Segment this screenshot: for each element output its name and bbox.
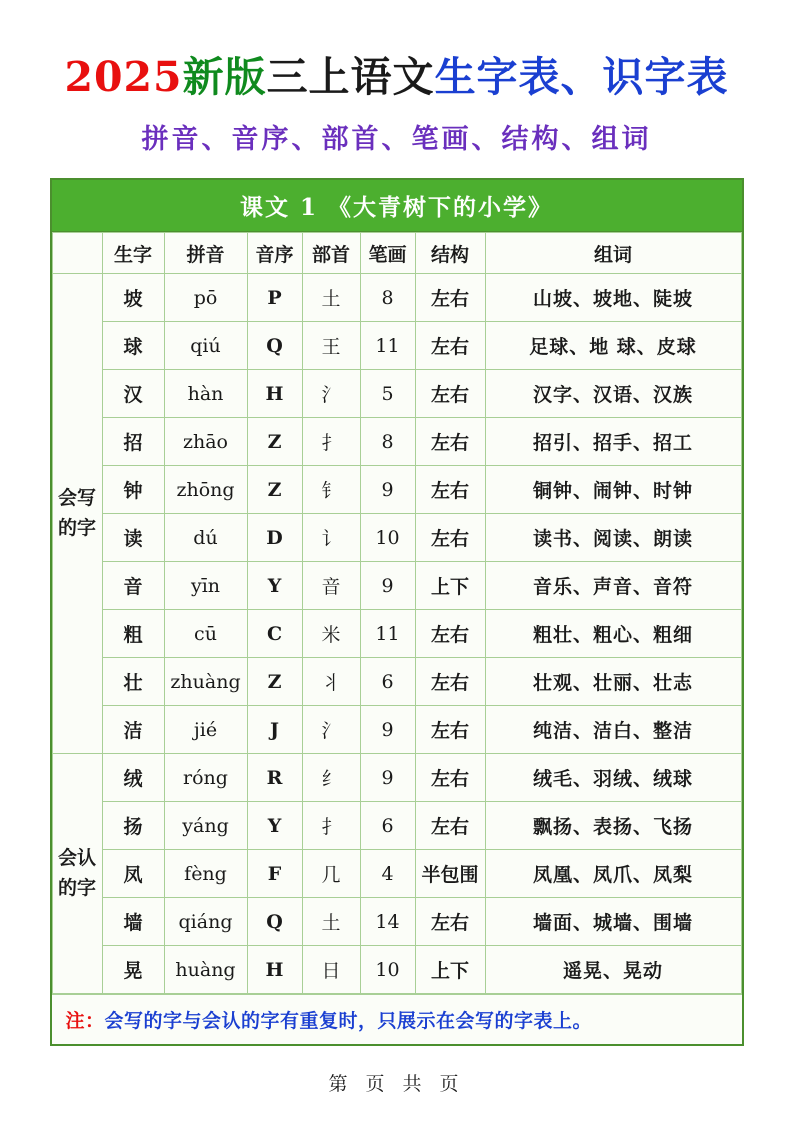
cell-initial: Z	[247, 418, 302, 466]
cell-words: 汉字、汉语、汉族	[485, 370, 741, 418]
cell-structure: 左右	[415, 898, 485, 946]
cell-pinyin: róng	[164, 754, 247, 802]
table-row	[52, 370, 741, 418]
cell-char: 钟	[102, 466, 164, 514]
cell-structure: 左右	[415, 274, 485, 322]
cell-pinyin: qiú	[164, 322, 247, 370]
cell-radical: 扌	[302, 802, 360, 850]
cell-words: 招引、招手、招工	[485, 418, 741, 466]
cell-char: 招	[102, 418, 164, 466]
title-year: 2025	[64, 53, 183, 101]
table-row	[52, 898, 741, 946]
cell-radical: 氵	[302, 706, 360, 754]
table-row	[52, 466, 741, 514]
cell-initial: J	[247, 706, 302, 754]
cell-structure: 左右	[415, 706, 485, 754]
cell-pinyin: dú	[164, 514, 247, 562]
cell-pinyin: pō	[164, 274, 247, 322]
table-row	[52, 850, 741, 898]
cell-radical: 音	[302, 562, 360, 610]
cell-initial: Q	[247, 322, 302, 370]
cell-initial: P	[247, 274, 302, 322]
cell-strokes: 9	[360, 754, 415, 802]
cell-strokes: 11	[360, 610, 415, 658]
cell-initial: H	[247, 370, 302, 418]
cell-radical: 土	[302, 898, 360, 946]
page-subtitle: 拼音、音序、部首、笔画、结构、组词	[141, 124, 652, 155]
cell-words: 纯洁、洁白、整洁	[485, 706, 741, 754]
cell-words: 绒毛、羽绒、绒球	[485, 754, 741, 802]
table-row	[52, 562, 741, 610]
cell-strokes: 10	[360, 514, 415, 562]
cell-structure: 左右	[415, 370, 485, 418]
cell-words: 遥晃、晃动	[485, 946, 741, 994]
group-label-write: 会写的字	[52, 274, 102, 754]
cell-char: 扬	[102, 802, 164, 850]
title-tables: 生字表、识字表	[434, 53, 729, 101]
cell-pinyin: fèng	[164, 850, 247, 898]
note-prefix: 注：	[65, 1010, 105, 1032]
cell-char: 粗	[102, 610, 164, 658]
cell-pinyin: yīn	[164, 562, 247, 610]
cell-initial: C	[247, 610, 302, 658]
column-header-words: 组词	[485, 233, 741, 274]
cell-initial: Y	[247, 802, 302, 850]
cell-pinyin: zhāo	[164, 418, 247, 466]
cell-radical: 纟	[302, 754, 360, 802]
table-row	[52, 754, 741, 802]
cell-initial: Z	[247, 658, 302, 706]
cell-words: 读书、阅读、朗读	[485, 514, 741, 562]
cell-strokes: 8	[360, 418, 415, 466]
cell-strokes: 14	[360, 898, 415, 946]
page-footer: 第 页 共 页	[328, 1073, 465, 1095]
cell-char: 凤	[102, 850, 164, 898]
cell-radical: 氵	[302, 370, 360, 418]
cell-pinyin: huàng	[164, 946, 247, 994]
table-row	[52, 274, 741, 322]
cell-strokes: 11	[360, 322, 415, 370]
table-row	[52, 610, 741, 658]
column-header-strokes: 笔画	[360, 233, 415, 274]
group-column-header	[52, 233, 102, 274]
cell-pinyin: zhōng	[164, 466, 247, 514]
cell-pinyin: hàn	[164, 370, 247, 418]
cell-structure: 左右	[415, 802, 485, 850]
character-table-container	[50, 178, 744, 1046]
cell-radical: 扌	[302, 418, 360, 466]
title-block	[0, 0, 793, 156]
cell-char: 球	[102, 322, 164, 370]
cell-char: 墙	[102, 898, 164, 946]
cell-structure: 左右	[415, 658, 485, 706]
table-header-row	[52, 233, 741, 274]
table-row	[52, 658, 741, 706]
cell-words: 铜钟、闹钟、时钟	[485, 466, 741, 514]
cell-radical: 丬	[302, 658, 360, 706]
table-row	[52, 514, 741, 562]
title-new: 新版	[182, 53, 267, 101]
cell-radical: 土	[302, 274, 360, 322]
cell-initial: Q	[247, 898, 302, 946]
cell-initial: H	[247, 946, 302, 994]
lesson-header: 课文 1 《大青树下的小学》	[52, 180, 742, 232]
table-row	[52, 418, 741, 466]
table-note	[52, 994, 742, 1044]
cell-radical: 钅	[302, 466, 360, 514]
cell-initial: R	[247, 754, 302, 802]
cell-words: 墙面、城墙、围墙	[485, 898, 741, 946]
cell-structure: 左右	[415, 610, 485, 658]
group-label-recognize: 会认的字	[52, 754, 102, 994]
cell-structure: 半包围	[415, 850, 485, 898]
column-header-structure: 结构	[415, 233, 485, 274]
cell-char: 读	[102, 514, 164, 562]
cell-words: 壮观、壮丽、壮志	[485, 658, 741, 706]
cell-structure: 左右	[415, 322, 485, 370]
note-text: 会写的字与会认的字有重复时，只展示在会写的字表上。	[104, 1010, 593, 1032]
table-row	[52, 946, 741, 994]
cell-words: 粗壮、粗心、粗细	[485, 610, 741, 658]
cell-pinyin: jié	[164, 706, 247, 754]
cell-strokes: 9	[360, 562, 415, 610]
cell-radical: 讠	[302, 514, 360, 562]
character-table	[52, 232, 742, 994]
cell-pinyin: qiáng	[164, 898, 247, 946]
cell-strokes: 4	[360, 850, 415, 898]
cell-radical: 几	[302, 850, 360, 898]
cell-initial: D	[247, 514, 302, 562]
cell-char: 壮	[102, 658, 164, 706]
cell-radical: 日	[302, 946, 360, 994]
cell-words: 山坡、坡地、陡坡	[485, 274, 741, 322]
column-header-radical: 部首	[302, 233, 360, 274]
cell-char: 洁	[102, 706, 164, 754]
cell-strokes: 6	[360, 658, 415, 706]
cell-initial: F	[247, 850, 302, 898]
cell-pinyin: yáng	[164, 802, 247, 850]
cell-strokes: 6	[360, 802, 415, 850]
cell-char: 坡	[102, 274, 164, 322]
cell-strokes: 8	[360, 274, 415, 322]
table-row	[52, 706, 741, 754]
cell-structure: 左右	[415, 754, 485, 802]
cell-structure: 左右	[415, 514, 485, 562]
cell-structure: 左右	[415, 418, 485, 466]
page-title	[0, 44, 793, 103]
cell-words: 凤凰、凤爪、凤梨	[485, 850, 741, 898]
cell-strokes: 9	[360, 706, 415, 754]
cell-radical: 王	[302, 322, 360, 370]
cell-char: 晃	[102, 946, 164, 994]
column-header-pinyin: 拼音	[164, 233, 247, 274]
cell-strokes: 5	[360, 370, 415, 418]
cell-structure: 上下	[415, 946, 485, 994]
cell-structure: 上下	[415, 562, 485, 610]
cell-initial: Z	[247, 466, 302, 514]
table-row	[52, 322, 741, 370]
cell-radical: 米	[302, 610, 360, 658]
table-row	[52, 802, 741, 850]
cell-strokes: 9	[360, 466, 415, 514]
column-header-initial: 音序	[247, 233, 302, 274]
cell-char: 汉	[102, 370, 164, 418]
cell-structure: 左右	[415, 466, 485, 514]
cell-words: 飘扬、表扬、飞扬	[485, 802, 741, 850]
column-header-char: 生字	[102, 233, 164, 274]
cell-pinyin: cū	[164, 610, 247, 658]
cell-pinyin: zhuàng	[164, 658, 247, 706]
title-subject: 三上语文	[266, 53, 435, 101]
cell-words: 音乐、声音、音符	[485, 562, 741, 610]
cell-strokes: 10	[360, 946, 415, 994]
cell-char: 绒	[102, 754, 164, 802]
cell-char: 音	[102, 562, 164, 610]
cell-initial: Y	[247, 562, 302, 610]
cell-words: 足球、地 球、皮球	[485, 322, 741, 370]
